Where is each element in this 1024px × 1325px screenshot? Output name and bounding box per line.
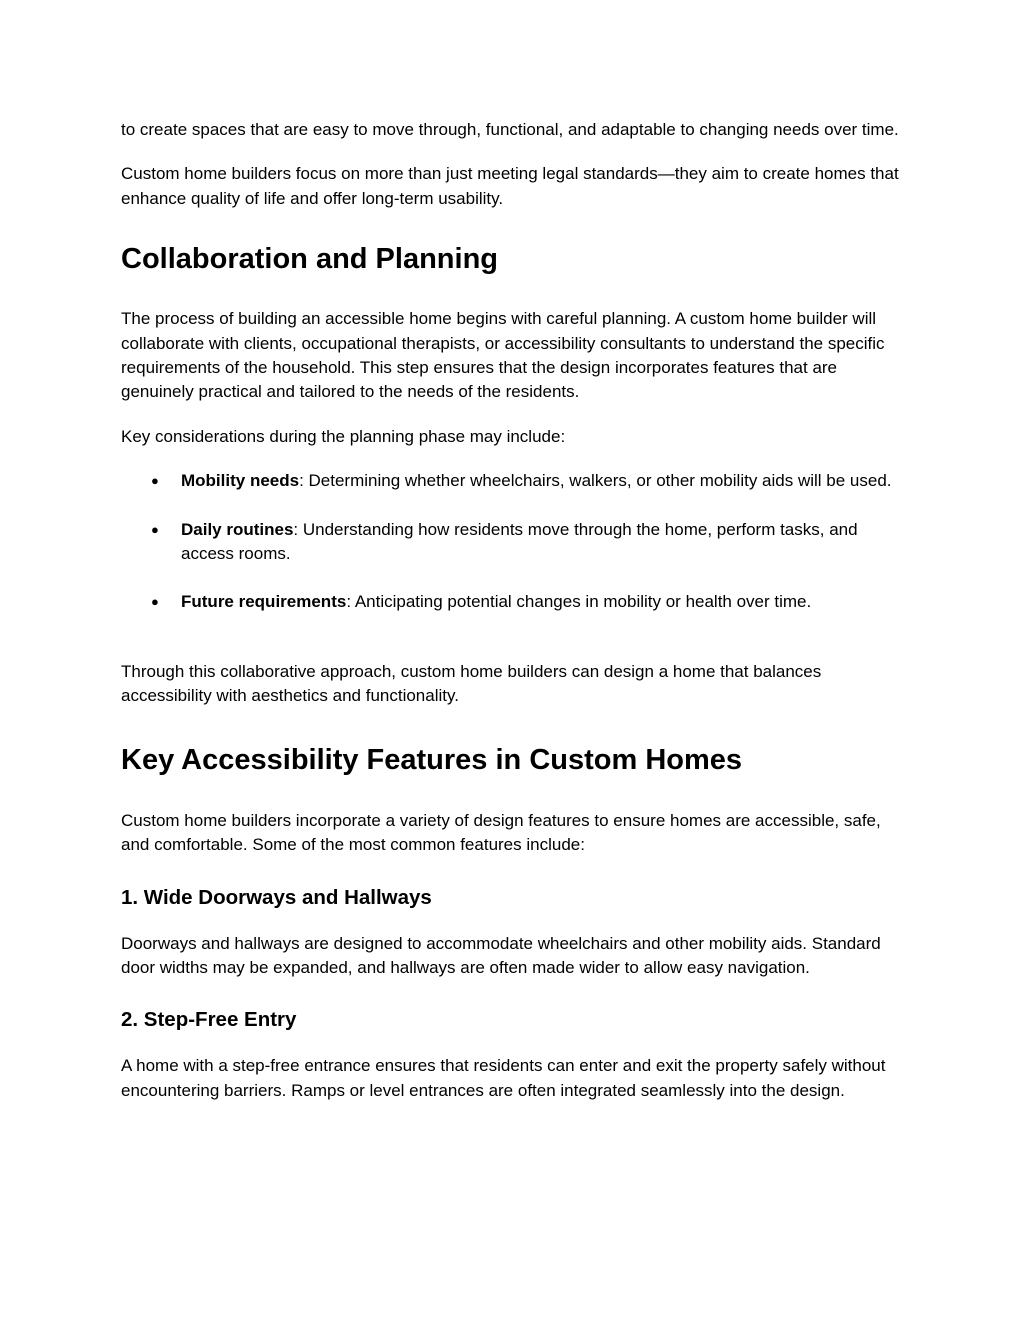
list-item-text: : Determining whether wheelchairs, walkers, or other mobility aids will be used. [299, 471, 892, 491]
list-item-term: Future requirements [181, 592, 347, 612]
list-item [121, 469, 911, 493]
collaboration-closing: Through this collaborative approach, custom home builders can design a home that balances accessibility with aesthetics and functionality. [121, 661, 822, 706]
section-heading-features: Key Accessibility Features in Custom Homes [121, 743, 743, 776]
intro-paragraph: Custom home builders focus on more than just meeting legal standards—they aim to create homes that enhance quality of life and offer long-term usability. [121, 164, 899, 208]
list-item-term: Mobility needs [181, 471, 300, 491]
bullet-icon: ● [151, 594, 159, 610]
considerations-intro: Key considerations during the planning phase may include: [121, 426, 566, 446]
document-page [121, 118, 911, 1103]
bullet-icon: ● [151, 521, 159, 537]
subsection-heading: 1. Wide Doorways and Hallways [121, 885, 432, 909]
list-item [121, 518, 911, 567]
list-item-text: : Understanding how residents move through the home, perform tasks, and access rooms. [181, 519, 858, 564]
collaboration-paragraph: The process of building an accessible home begins with careful planning. A custom home builder will collaborate with clients, occupational therapists, or accessibility consultants to understand the specific requirements of the household. This step ensures that the design incorporates features that are genuinely practical and tailored to the needs of the residents. [121, 309, 885, 402]
section-heading-collaboration: Collaboration and Planning [121, 243, 498, 276]
subsection-paragraph: A home with a step-free entrance ensures that residents can enter and exit the property safely without encountering barriers. Ramps or level entrances are often integrated seamlessly into the design. [121, 1056, 886, 1100]
considerations-list [121, 469, 911, 615]
intro-paragraph: to create spaces that are easy to move through, functional, and adaptable to changing needs over time. [121, 120, 899, 139]
bullet-icon: ● [151, 473, 159, 489]
list-item-text: : Anticipating potential changes in mobility or health over time. [346, 592, 812, 612]
list-item-term: Daily routines [181, 519, 294, 539]
features-paragraph: Custom home builders incorporate a variety of design features to ensure homes are accessible, safe, and comfortable. Some of the most common features include: [121, 810, 881, 855]
subsection-paragraph: Doorways and hallways are designed to accommodate wheelchairs and other mobility aids. Standard door widths may be expanded, and hallways are often made wider to allow easy navigation. [121, 933, 881, 977]
subsection-heading: 2. Step-Free Entry [121, 1008, 297, 1032]
list-item [121, 590, 911, 614]
